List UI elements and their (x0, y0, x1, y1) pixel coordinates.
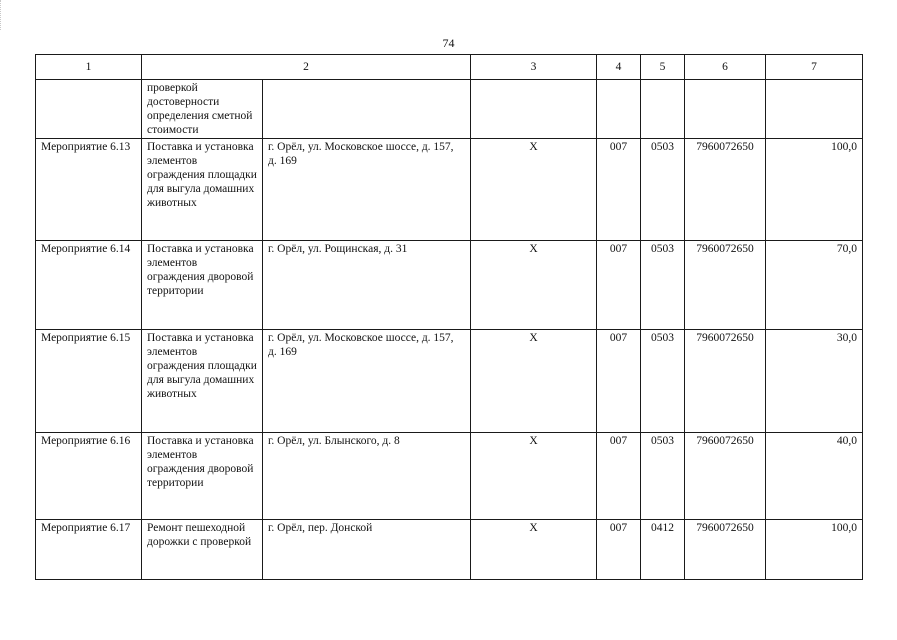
col5-cell: 0503 (641, 330, 685, 433)
col4-cell: 007 (597, 241, 641, 330)
name-cell: Мероприятие 6.13 (36, 139, 142, 241)
col6-cell (685, 80, 766, 139)
col6-cell: 7960072650 (685, 520, 766, 580)
col6-cell: 7960072650 (685, 241, 766, 330)
header-cell-6: 6 (685, 55, 766, 80)
description-cell: Поставка и установка элементов ограждения дворовой территории (142, 433, 263, 520)
col5-cell: 0503 (641, 139, 685, 241)
description-cell: Ремонт пешеходной дорожки с проверкой (142, 520, 263, 580)
col7-cell: 100,0 (766, 520, 863, 580)
col3-cell: Х (471, 520, 597, 580)
col4-cell: 007 (597, 433, 641, 520)
col4-cell: 007 (597, 330, 641, 433)
col6-cell: 7960072650 (685, 330, 766, 433)
table-row-continuation (36, 80, 863, 139)
col4-cell: 007 (597, 520, 641, 580)
col4-cell: 007 (597, 139, 641, 241)
col5-cell: 0412 (641, 520, 685, 580)
header-cell-5: 5 (641, 55, 685, 80)
table-row (36, 330, 863, 433)
header-cell-1: 1 (36, 55, 142, 80)
header-cell-7: 7 (766, 55, 863, 80)
table-row (36, 139, 863, 241)
name-cell (36, 80, 142, 139)
col3-cell: Х (471, 433, 597, 520)
col4-cell (597, 80, 641, 139)
col3-cell (471, 80, 597, 139)
description-cell: Поставка и установка элементов ограждения дворовой территории (142, 241, 263, 330)
col5-cell: 0503 (641, 241, 685, 330)
header-row (36, 55, 863, 80)
scan-edge-mark (0, 0, 3, 30)
table-row (36, 520, 863, 580)
address-cell: г. Орёл, пер. Донской (263, 520, 471, 580)
col3-cell: Х (471, 330, 597, 433)
header-cell-2: 2 (142, 55, 471, 80)
table-row (36, 433, 863, 520)
header-cell-3: 3 (471, 55, 597, 80)
address-cell: г. Орёл, ул. Блынского, д. 8 (263, 433, 471, 520)
col7-cell: 70,0 (766, 241, 863, 330)
col6-cell: 7960072650 (685, 139, 766, 241)
description-cell: проверкой достоверности определения сметной стоимости (142, 80, 263, 139)
col3-cell: Х (471, 241, 597, 330)
table-row (36, 241, 863, 330)
col5-cell (641, 80, 685, 139)
name-cell: Мероприятие 6.14 (36, 241, 142, 330)
header-cell-4: 4 (597, 55, 641, 80)
col7-cell: 100,0 (766, 139, 863, 241)
data-table (35, 54, 863, 580)
col5-cell: 0503 (641, 433, 685, 520)
col7-cell: 30,0 (766, 330, 863, 433)
col7-cell: 40,0 (766, 433, 863, 520)
name-cell: Мероприятие 6.17 (36, 520, 142, 580)
col6-cell: 7960072650 (685, 433, 766, 520)
name-cell: Мероприятие 6.16 (36, 433, 142, 520)
address-cell (263, 80, 471, 139)
address-cell: г. Орёл, ул. Рощинская, д. 31 (263, 241, 471, 330)
name-cell: Мероприятие 6.15 (36, 330, 142, 433)
page-number: 74 (442, 36, 455, 50)
address-cell: г. Орёл, ул. Московское шоссе, д. 157, д. 169 (263, 139, 471, 241)
description-cell: Поставка и установка элементов ограждения площадки для выгула домашних животных (142, 330, 263, 433)
col3-cell: Х (471, 139, 597, 241)
description-cell: Поставка и установка элементов ограждения площадки для выгула домашних животных (142, 139, 263, 241)
address-cell: г. Орёл, ул. Московское шоссе, д. 157, д. 169 (263, 330, 471, 433)
col7-cell (766, 80, 863, 139)
